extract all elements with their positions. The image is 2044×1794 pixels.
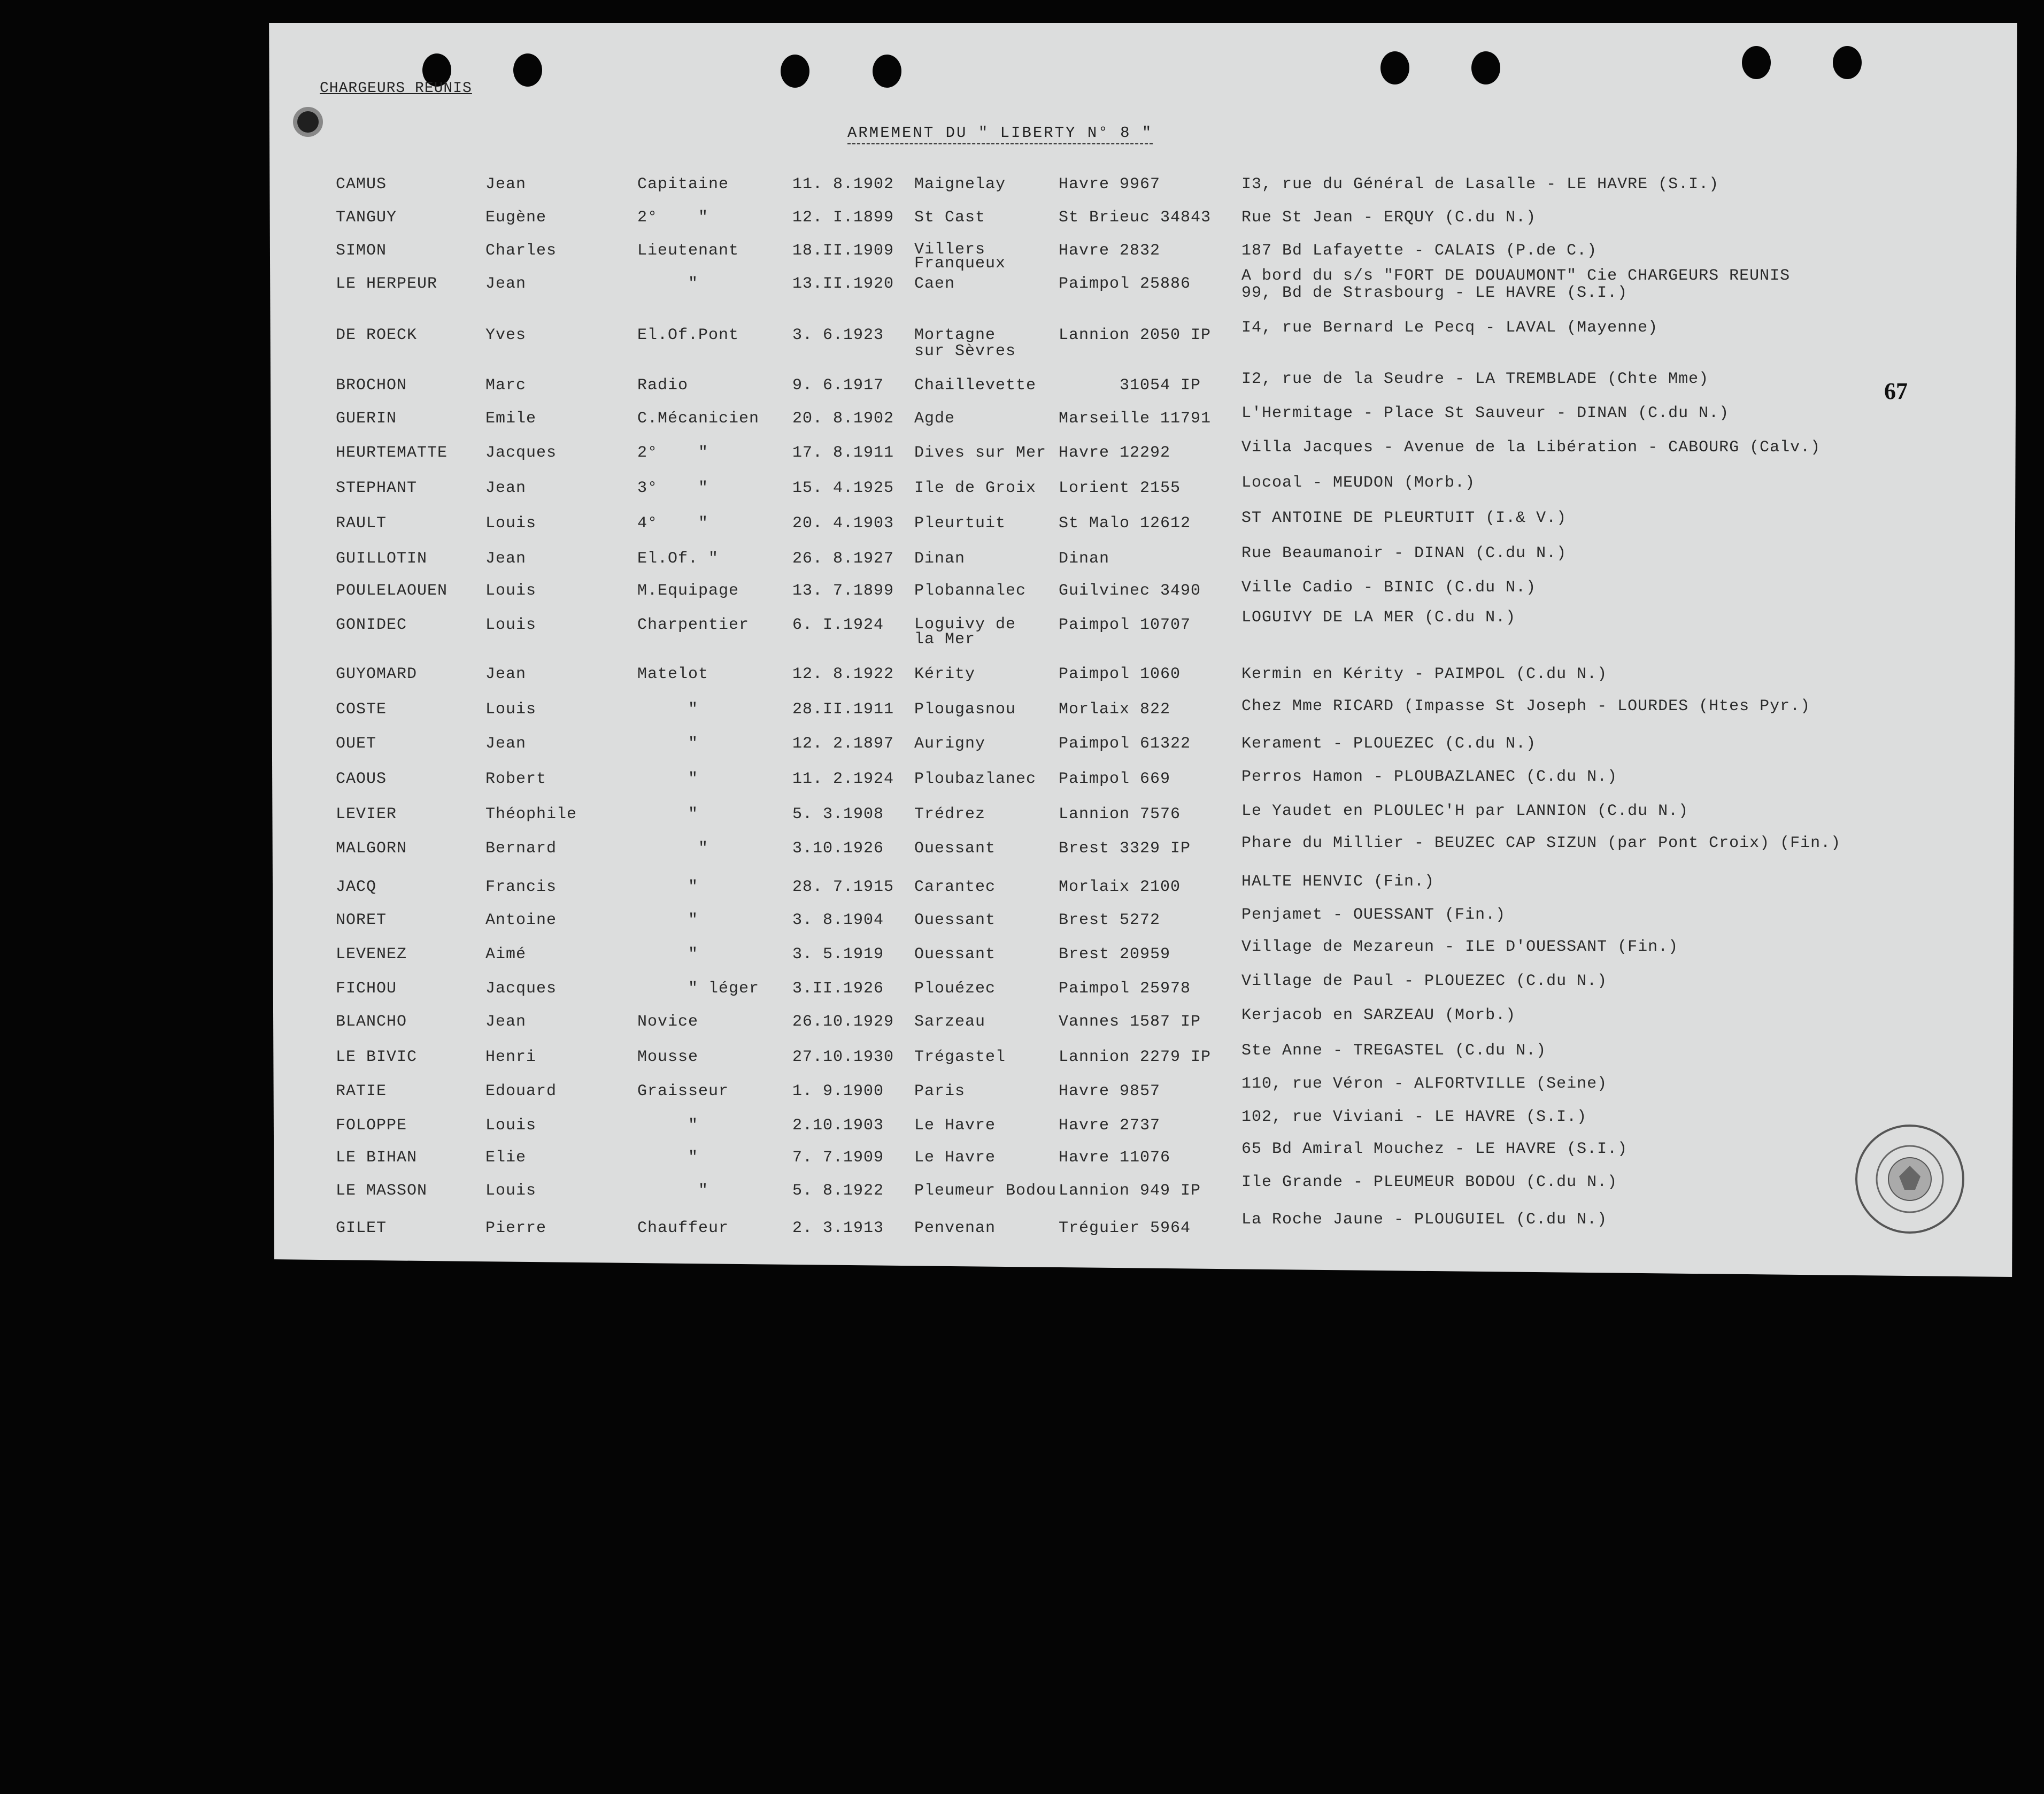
registration: Lannion 2050 IP [1059, 326, 1212, 344]
birth-place: Dives sur Mer [914, 444, 1047, 462]
registration: Havre 11076 [1059, 1149, 1171, 1167]
birth-date: 28.II.1911 [792, 700, 894, 719]
surname: LEVIER [336, 805, 397, 823]
crew-row [0, 404, 1978, 443]
birth-place: Penvenan [914, 1219, 996, 1237]
birth-place: Plouézec [914, 980, 996, 998]
birth-place: Villers Franqueux [914, 241, 1006, 273]
first-name: Francis [485, 878, 557, 896]
birth-date: 9. 6.1917 [792, 376, 884, 395]
birth-place: Paris [914, 1082, 966, 1100]
birth-date: 12. I.1899 [792, 209, 894, 227]
surname: LEVENEZ [336, 945, 407, 964]
punch-hole [513, 53, 542, 87]
crew-row [0, 176, 1978, 209]
surname: CAOUS [336, 770, 387, 788]
birth-place: Chaillevette [914, 376, 1037, 395]
first-name: Jean [485, 550, 527, 568]
rank: C.Mécanicien [637, 410, 760, 428]
crew-row [0, 736, 1978, 768]
address: Le Yaudet en PLOULEC'H par LANNION (C.du N.) [1241, 802, 1689, 820]
birth-place: Agde [914, 410, 955, 428]
address: Locoal - MEUDON (Morb.) [1241, 474, 1476, 492]
registration: Brest 20959 [1059, 945, 1171, 964]
birth-place: Le Havre [914, 1149, 996, 1167]
birth-date: 15. 4.1925 [792, 479, 894, 497]
registration: Paimpol 1060 [1059, 665, 1181, 683]
surname: BLANCHO [336, 1013, 407, 1031]
address: HALTE HENVIC (Fin.) [1241, 873, 1435, 891]
address: Kerament - PLOUEZEC (C.du N.) [1241, 735, 1537, 753]
surname: OUET [336, 735, 377, 753]
registration: Lorient 2155 [1059, 479, 1181, 497]
surname: RATIE [336, 1082, 387, 1100]
registration: Tréguier 5964 [1059, 1219, 1191, 1237]
first-name: Louis [485, 616, 537, 634]
registration: Marseille 11791 [1059, 410, 1212, 428]
registration: Paimpol 10707 [1059, 616, 1191, 634]
first-name: Marc [485, 376, 527, 395]
crew-row [0, 906, 1978, 944]
rank: Mousse [637, 1048, 699, 1066]
surname: TANGUY [336, 209, 397, 227]
crew-row [0, 873, 1978, 911]
punch-hole [1742, 46, 1771, 79]
punch-hole [1380, 51, 1409, 84]
rank: 2° " [637, 444, 709, 462]
first-name: Louis [485, 1117, 537, 1135]
address: Rue St Jean - ERQUY (C.du N.) [1241, 209, 1537, 227]
address: Chez Mme RICARD (Impasse St Joseph - LOURDES (Htes Pyr.) [1241, 697, 1811, 715]
crew-row [0, 438, 1978, 477]
crew-row [0, 834, 1978, 873]
address: A bord du s/s "FORT DE DOUAUMONT" Cie CHARGEURS REUNIS 99, Bd de Strasbourg - LE HAVRE (S.I.) [1241, 267, 1791, 302]
address: L'Hermitage - Place St Sauveur - DINAN (C.du N.) [1241, 404, 1730, 422]
rank: " léger [637, 980, 760, 998]
birth-date: 26.10.1929 [792, 1013, 894, 1031]
birth-place: Mortagne sur Sèvres [914, 326, 1016, 360]
crew-row [0, 544, 1978, 583]
birth-place: Pleumeur Bodou [914, 1182, 1057, 1200]
address: Ste Anne - TREGASTEL (C.du N.) [1241, 1042, 1547, 1060]
consular-seal-stamp [1851, 1120, 1969, 1238]
birth-date: 13.II.1920 [792, 275, 894, 293]
rank: 2° " [637, 209, 709, 227]
birth-date: 11. 2.1924 [792, 770, 894, 788]
surname: HEURTEMATTE [336, 444, 448, 462]
first-name: Jean [485, 1013, 527, 1031]
company-name: CHARGEURS REUNIS [320, 80, 472, 97]
punch-hole [1471, 51, 1500, 84]
address: Ville Cadio - BINIC (C.du N.) [1241, 579, 1537, 597]
birth-place: Ouessant [914, 840, 996, 858]
crew-row [0, 1211, 1978, 1252]
rank: 3° " [637, 479, 709, 497]
registration: Havre 12292 [1059, 444, 1171, 462]
registration: Havre 2832 [1059, 242, 1161, 260]
surname: LE BIVIC [336, 1048, 418, 1066]
birth-date: 3.II.1926 [792, 980, 884, 998]
crew-row [0, 802, 1978, 838]
birth-place: Carantec [914, 878, 996, 896]
first-name: Pierre [485, 1219, 547, 1237]
crew-row [0, 474, 1978, 512]
address: Village de Mezareun - ILE D'OUESSANT (Fin.) [1241, 938, 1679, 956]
first-name: Jacques [485, 444, 557, 462]
birth-date: 27.10.1930 [792, 1048, 894, 1066]
address: I3, rue du Général de Lasalle - LE HAVRE (S.I.) [1241, 175, 1719, 194]
crew-row [0, 579, 1978, 615]
crew-row [0, 938, 1978, 979]
rank: Lieutenant [637, 242, 739, 260]
rank: " [637, 770, 699, 788]
address: 102, rue Viviani - LE HAVRE (S.I.) [1241, 1108, 1587, 1126]
rank: " [637, 735, 699, 753]
address: Villa Jacques - Avenue de la Libération - CABOURG (Calv.) [1241, 438, 1821, 457]
rank: M.Equipage [637, 582, 739, 600]
first-name: Yves [485, 326, 527, 344]
birth-place: Le Havre [914, 1117, 996, 1135]
rank: " [637, 805, 699, 823]
crew-row [0, 509, 1978, 548]
rank: 4° " [637, 514, 709, 533]
rank: Radio [637, 376, 689, 395]
rank: Chauffeur [637, 1219, 729, 1237]
crew-row [0, 1140, 1978, 1182]
punch-hole [1833, 46, 1862, 79]
rank: " [637, 945, 699, 964]
crew-row [0, 609, 1978, 649]
address: 187 Bd Lafayette - CALAIS (P.de C.) [1241, 242, 1598, 260]
birth-date: 1. 9.1900 [792, 1082, 884, 1100]
birth-date: 5. 3.1908 [792, 805, 884, 823]
birth-date: 13. 7.1899 [792, 582, 894, 600]
page-number: 67 [1884, 378, 1908, 404]
birth-date: 7. 7.1909 [792, 1149, 884, 1167]
rank: El.Of.Pont [637, 326, 739, 344]
birth-place: Aurigny [914, 735, 986, 753]
address: 65 Bd Amiral Mouchez - LE HAVRE (S.I.) [1241, 1140, 1628, 1158]
address: 110, rue Véron - ALFORTVILLE (Seine) [1241, 1075, 1608, 1093]
address: Rue Beaumanoir - DINAN (C.du N.) [1241, 544, 1567, 563]
birth-date: 3.10.1926 [792, 840, 884, 858]
birth-place: Caen [914, 275, 955, 293]
first-name: Antoine [485, 911, 557, 929]
birth-place: Ouessant [914, 945, 996, 964]
registration: Lannion 7576 [1059, 805, 1181, 823]
address: La Roche Jaune - PLOUGUIEL (C.du N.) [1241, 1211, 1608, 1229]
registration: Morlaix 2100 [1059, 878, 1181, 896]
grommet [293, 107, 323, 137]
address: Phare du Millier - BEUZEC CAP SIZUN (par Pont Croix) (Fin.) [1241, 834, 1841, 852]
surname: RAULT [336, 514, 387, 533]
birth-date: 5. 8.1922 [792, 1182, 884, 1200]
document-title: ARMEMENT DU " LIBERTY N° 8 " [847, 124, 1153, 144]
surname: JACQ [336, 878, 377, 896]
surname: LE BIHAN [336, 1149, 418, 1167]
rank: Matelot [637, 665, 709, 683]
registration: Guilvinec 3490 [1059, 582, 1201, 600]
first-name: Henri [485, 1048, 537, 1066]
birth-date: 18.II.1909 [792, 242, 894, 260]
birth-place: Dinan [914, 550, 966, 568]
rank: " [637, 878, 699, 896]
address: Perros Hamon - PLOUBAZLANEC (C.du N.) [1241, 768, 1618, 786]
birth-date: 3. 5.1919 [792, 945, 884, 964]
birth-place: Pleurtuit [914, 514, 1006, 533]
rank: " [637, 840, 709, 858]
birth-place: Ile de Groix [914, 479, 1037, 497]
address: ST ANTOINE DE PLEURTUIT (I.& V.) [1241, 509, 1567, 527]
rank: " [637, 1117, 699, 1135]
crew-row [0, 972, 1978, 1013]
surname: DE ROECK [336, 326, 418, 344]
registration: Morlaix 822 [1059, 700, 1171, 719]
first-name: Robert [485, 770, 547, 788]
first-name: Louis [485, 582, 537, 600]
rank: " [637, 911, 699, 929]
surname: GONIDEC [336, 616, 407, 634]
rank: Charpentier [637, 616, 750, 634]
rank: Novice [637, 1013, 699, 1031]
birth-date: 11. 8.1902 [792, 175, 894, 194]
first-name: Louis [485, 700, 537, 719]
first-name: Louis [485, 1182, 537, 1200]
birth-date: 20. 4.1903 [792, 514, 894, 533]
birth-place: Plougasnou [914, 700, 1016, 719]
birth-date: 12. 2.1897 [792, 735, 894, 753]
crew-row [0, 319, 1978, 360]
birth-date: 12. 8.1922 [792, 665, 894, 683]
birth-place: Kérity [914, 665, 976, 683]
registration: Paimpol 61322 [1059, 735, 1191, 753]
birth-place: Plobannalec [914, 582, 1027, 600]
punch-hole [781, 55, 809, 88]
first-name: Aimé [485, 945, 527, 964]
rank: Graisseur [637, 1082, 729, 1100]
registration: Dinan [1059, 550, 1110, 568]
registration: Lannion 949 IP [1059, 1182, 1201, 1200]
crew-row [0, 1075, 1978, 1115]
rank: " [637, 700, 699, 719]
address: I2, rue de la Seudre - LA TREMBLADE (Chte Mme) [1241, 370, 1709, 388]
birth-date: 26. 8.1927 [792, 550, 894, 568]
birth-date: 2.10.1903 [792, 1117, 884, 1135]
rank: " [637, 1182, 709, 1200]
surname: GUYOMARD [336, 665, 418, 683]
registration: Havre 2737 [1059, 1117, 1161, 1135]
birth-date: 6. I.1924 [792, 616, 884, 634]
surname: SIMON [336, 242, 387, 260]
surname: FOLOPPE [336, 1117, 407, 1135]
surname: COSTE [336, 700, 387, 719]
birth-place: Trégastel [914, 1048, 1006, 1066]
birth-place: Sarzeau [914, 1013, 986, 1031]
registration: Paimpol 669 [1059, 770, 1171, 788]
crew-row [0, 267, 1978, 308]
birth-place: Ouessant [914, 911, 996, 929]
surname: GILET [336, 1219, 387, 1237]
registration: Brest 5272 [1059, 911, 1161, 929]
surname: LE HERPEUR [336, 275, 438, 293]
first-name: Elie [485, 1149, 527, 1167]
crew-row [0, 1042, 1978, 1081]
birth-date: 3. 8.1904 [792, 911, 884, 929]
birth-date: 20. 8.1902 [792, 410, 894, 428]
birth-place: St Cast [914, 209, 986, 227]
registration: Paimpol 25886 [1059, 275, 1191, 293]
rank: Capitaine [637, 175, 729, 194]
surname: BROCHON [336, 376, 407, 395]
address: LOGUIVY DE LA MER (C.du N.) [1241, 609, 1516, 627]
registration: St Malo 12612 [1059, 514, 1191, 533]
first-name: Charles [485, 242, 557, 260]
address: Village de Paul - PLOUEZEC (C.du N.) [1241, 972, 1608, 990]
registration: Havre 9967 [1059, 175, 1161, 194]
first-name: Jean [485, 735, 527, 753]
surname: CAMUS [336, 175, 387, 194]
rank: El.Of. " [637, 550, 719, 568]
first-name: Jean [485, 175, 527, 194]
address: I4, rue Bernard Le Pecq - LAVAL (Mayenne) [1241, 319, 1659, 337]
birth-place: Loguivy de la Mer [914, 615, 1016, 649]
registration: 31054 IP [1059, 376, 1201, 395]
birth-place: Trédrez [914, 805, 986, 823]
first-name: Bernard [485, 840, 557, 858]
birth-date: 17. 8.1911 [792, 444, 894, 462]
registration: Paimpol 25978 [1059, 980, 1191, 998]
first-name: Eugène [485, 209, 547, 227]
first-name: Emile [485, 410, 537, 428]
birth-date: 2. 3.1913 [792, 1219, 884, 1237]
first-name: Jean [485, 665, 527, 683]
rank: " [637, 1149, 699, 1167]
registration: Brest 3329 IP [1059, 840, 1191, 858]
first-name: Théophile [485, 805, 577, 823]
first-name: Jacques [485, 980, 557, 998]
registration: Vannes 1587 IP [1059, 1013, 1201, 1031]
surname: FICHOU [336, 980, 397, 998]
surname: MALGORN [336, 840, 407, 858]
address: Kermin en Kérity - PAIMPOL (C.du N.) [1241, 665, 1608, 683]
birth-date: 28. 7.1915 [792, 878, 894, 896]
first-name: Jean [485, 479, 527, 497]
registration: Lannion 2279 IP [1059, 1048, 1212, 1066]
crew-row [0, 1006, 1978, 1046]
crew-row [0, 697, 1978, 734]
birth-date: 3. 6.1923 [792, 326, 884, 344]
address: Ile Grande - PLEUMEUR BODOU (C.du N.) [1241, 1173, 1618, 1191]
address: Penjamet - OUESSANT (Fin.) [1241, 906, 1506, 924]
birth-place: Maignelay [914, 175, 1006, 194]
crew-row [0, 210, 1978, 242]
birth-place: Ploubazlanec [914, 770, 1037, 788]
rank: " [637, 275, 699, 293]
punch-hole [873, 55, 901, 88]
first-name: Louis [485, 514, 537, 533]
registration: Havre 9857 [1059, 1082, 1161, 1100]
surname: NORET [336, 911, 387, 929]
first-name: Jean [485, 275, 527, 293]
surname: POULELAOUEN [336, 582, 448, 600]
surname: STEPHANT [336, 479, 418, 497]
crew-row [0, 1108, 1978, 1150]
first-name: Edouard [485, 1082, 557, 1100]
surname: LE MASSON [336, 1182, 428, 1200]
surname: GUILLOTIN [336, 550, 428, 568]
address: Kerjacob en SARZEAU (Morb.) [1241, 1006, 1516, 1025]
crew-row [0, 768, 1978, 803]
registration: St Brieuc 34843 [1059, 209, 1212, 227]
surname: GUERIN [336, 410, 397, 428]
crew-row [0, 666, 1978, 698]
crew-row [0, 1173, 1978, 1215]
